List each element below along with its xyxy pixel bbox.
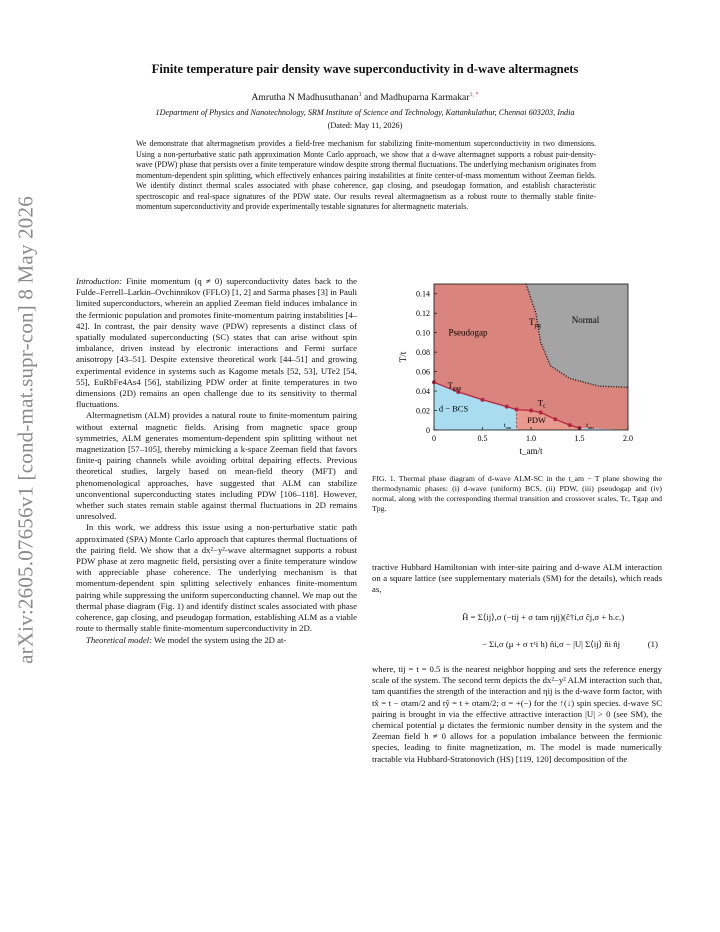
paragraph [76, 276, 357, 410]
author-list [80, 92, 650, 103]
author-conjunction: and [364, 92, 378, 104]
x-tick-label: 1.5 [574, 434, 585, 443]
arxiv-stamp [6, 196, 46, 664]
tc-data-point [568, 423, 572, 427]
tam-c-label: $t_{am}$ [503, 422, 512, 431]
paragraph-text: Finite momentum (q ≠ 0) superconductivity dates back to the Fulde–Ferrell–Larkin–Ovchinnikov (FFLO) [1, 2] and Sarma phases [3] in Pauli limited superconductors, wherein an applied Zeeman field induces imbalance in the fermionic population and promotes finite-momentum pairing instabilities [4–42]. In contrast, the pair density wave (PDW) represents a distinct class of spatially modulated superconducting (SC) states that can arise without spin imbalance, driven instead by electronic interactions and Fermi surface anisotropy [43–51]. Despite extensive theoretical work [44–51] and growing experimental evidence in systems such as Kagome metals [52, 53], UTe2 [54, 55], EuRbFe4As4 [56], stabilizing PDW order at finite temperatures in two dimensions (2D) remains an open challenge due to its sensitivity to thermal fluctuations. [76, 276, 357, 410]
date-line: (Dated: May 11, 2026) [327, 121, 403, 130]
paragraph: In this work, we address this issue using a non-perturbative static path approximated (SPA) Monte Carlo approach that captures thermal fluctuations of the pairing field. We show that a dx²−y²-wave altermagnet supports a robust PDW phase at zero magnetic field, persisting over a finite temperature window with appreciable phase coherence. The underlying mechanism is that momentum-dependent spin splitting selectively enhances finite-momentum pairing while suppressing the uniform superconducting channel. We map out the thermal phase diagram (Fig. 1) and identify distinct scales associated with phase coherence, gap closing, and pseudogap formation, establishing ALM as a viable route to thermally stable finite-momentum superconductivity in 2D. [76, 522, 357, 634]
x-tick-label: 1.0 [526, 434, 536, 443]
tc-data-point [529, 409, 533, 413]
x-tick-label: 0 [432, 434, 436, 443]
paragraph: Altermagnetism (ALM) provides a natural route to finite-momentum pairing without external magnetic fields. Arising from magnetic space group symmetries, ALM generates momentum-dependent spin splitting without net magnetization [57–105], thereby mimicking a k-space Zeeman field that favors finite-q pairing channels while avoiding orbital depairing effects. Previous theoretical studies, largely based on mean-field theory (MFT) and phenomenological approaches, have suggested that ALM can stabilize unconventional superconducting states including PDW [106–118]. However, whether such states remain stable against thermal fluctuations in 2D remains unresolved. [76, 410, 357, 522]
x-tick-label: 2.0 [623, 434, 633, 443]
right-column-body [372, 664, 662, 765]
y-tick-label: 0.14 [416, 289, 430, 299]
x-axis-label: t_am/t [519, 446, 543, 456]
dbcs-label: d − BCS [438, 403, 469, 414]
paragraph: tractive Hubbard Hamiltonian with inter-site pairing and d-wave ALM interaction on a square lattice (see supplementary materials (SM) for the details), which reads as, [372, 562, 662, 595]
paper-title: Finite temperature pair density wave superconductivity in d-wave altermagnets [151, 62, 579, 76]
x-tick-label: 0.5 [477, 434, 488, 443]
author-affiliation-mark: 1 [358, 92, 362, 98]
abstract: We demonstrate that altermagnetism provides a field-free mechanism for stabilizing finite-momentum superconductivity in two dimensions. Using a non-perturbative static path approximation Monte Carlo approach, we show that a d-wave altermagnet supports a robust pair-density-wave (PDW) phase that persists over a finite temperature window despite strong thermal fluctuations. The underlying mechanism originates from momentum-dependent spin splitting, which effectively enhances pairing instabilities at finite center-of-mass momentum without Zeeman fields. We identify distinct thermal scales associated with phase coherence, gap closing, and pseudogap formation, and establish characteristic spectroscopic and real-space signatures of the PDW state. Our results reveal altermagnetism as a robust route to thermally stable finite-momentum superconductivity and provide experimentally testable signatures for altermagnetic materials. [136, 139, 596, 211]
phase-diagram-plot [372, 270, 662, 470]
tpg-label: $T_{pg}$ [529, 316, 541, 329]
tc-label: $T_c$ [537, 397, 546, 410]
author-name: Madhuparna Karmakar [380, 92, 470, 104]
arxiv-identifier: arXiv:2605.07656v1 [cond-mat.supr-con] 8 May 2026 [13, 196, 38, 664]
tgap-label: $T_{gap}$ [447, 380, 462, 393]
tc-data-point [505, 405, 509, 409]
paragraph: where, tij = t = 0.5 is the nearest neighbor hopping and sets the reference energy scale of the system. The second term depicts the dx²−y² ALM interaction such that, tam quantifies the strength of the interaction and ηij is the d-wave form factor, with tx̂ = t − σtam/2 and tŷ = t + σtam/2; σ = +(−) for the ↑(↓) spin species. d-wave SC pairing is brought in via the effective attractive interaction |U| > 0 (see SM), the chemical potential μ dictates the fermionic number density in the system and the Zeeman field h ≠ 0 allows for a population imbalance between the fermionic species, leading to finite magnetization, m. The model is made numerically tractable via Hubbard-Stratonovich (HS) [119, 120] decomposition of the [372, 664, 662, 764]
pdw-label: PDW [527, 415, 547, 426]
phase-diagram-figure [372, 270, 662, 470]
author-name: Amrutha N Madhusuthanan [251, 92, 359, 104]
paragraph-text: We model the system using the 2D at- [154, 634, 287, 645]
equation-number: (1) [647, 639, 658, 649]
y-tick-label: 0.06 [416, 367, 430, 377]
tc-data-point [481, 398, 485, 402]
tam-sc-label: $t_{am}$ [586, 422, 594, 431]
right-column-intro [372, 562, 662, 596]
paragraph [76, 635, 357, 646]
tc-data-point [553, 417, 557, 421]
hamiltonian-equation [372, 612, 662, 660]
y-tick-label: 0 [426, 426, 430, 435]
section-lead: Introduction: [76, 276, 123, 286]
y-axis-label: T/t [398, 351, 408, 363]
figure-caption: FIG. 1. Thermal phase diagram of d-wave ALM-SC in the t_am − T plane showing the thermodynamic phases: (i) d-wave (uniform) BCS, (ii) PDW, (iii) pseudogap and (iv) normal, along with the corresponding thermal transition and crossover scales, Tc, Tgap and Tpg. [372, 474, 662, 513]
pseudogap-label: Pseudogap [448, 327, 488, 338]
left-column [76, 276, 357, 646]
y-tick-label: 0.08 [416, 348, 430, 358]
y-tick-label: 0.10 [416, 328, 430, 338]
affiliation: 1Department of Physics and Nanotechnology, SRM Institute of Science and Technology, Kattankulathur, Chennai 603203, India [155, 108, 575, 117]
equation-line: Ĥ = Σ⟨ij⟩,σ (−tij + σ tam ηij)(ĉ†i,σ ĉj,σ + h.c.) [462, 612, 625, 622]
y-tick-label: 0.04 [416, 387, 430, 397]
author-affiliation-mark: 1, * [469, 92, 479, 98]
section-lead: Theoretical model: [86, 634, 153, 645]
tc-data-point [539, 410, 543, 414]
y-tick-label: 0.02 [416, 406, 430, 416]
y-tick-label: 0.12 [416, 309, 430, 319]
equation-line: − Σi,σ (μ + σ τᶻi h) n̂i,σ − |U| Σ⟨ij⟩ n̂i n̂j [482, 639, 621, 649]
normal-label: Normal [571, 314, 600, 325]
